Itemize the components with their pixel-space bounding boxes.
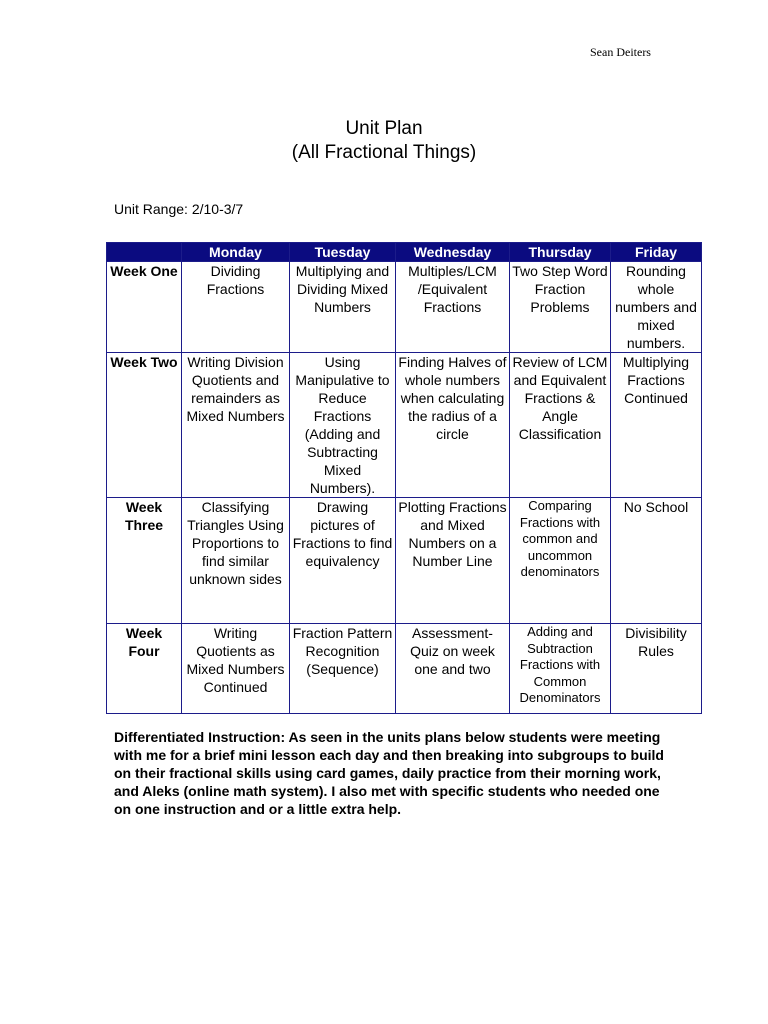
table-cell: No School bbox=[611, 498, 702, 624]
unit-plan-table bbox=[106, 242, 702, 714]
table-cell: Using Manipulative to Reduce Fractions (Adding and Subtracting Mixed Numbers). bbox=[290, 353, 396, 498]
header-tuesday: Tuesday bbox=[290, 243, 396, 262]
week-label: Week One bbox=[107, 262, 182, 353]
page-title: Unit Plan bbox=[345, 118, 423, 139]
author-name: Sean Deiters bbox=[590, 45, 651, 59]
table-cell: Dividing Fractions bbox=[182, 262, 290, 353]
header-corner-cell bbox=[107, 243, 182, 262]
table-cell: Plotting Fractions and Mixed Numbers on a Number Line bbox=[396, 498, 510, 624]
table-cell: Writing Division Quotients and remainders as Mixed Numbers bbox=[182, 353, 290, 498]
table-cell: Adding and Subtraction Fractions with Common Denominators bbox=[510, 624, 611, 714]
table-cell: Finding Halves of whole numbers when calculating the radius of a circle bbox=[396, 353, 510, 498]
table-cell: Classifying Triangles Using Proportions to find similar unknown sides bbox=[182, 498, 290, 624]
header-wednesday: Wednesday bbox=[396, 243, 510, 262]
table-cell: Comparing Fractions with common and uncommon denominators bbox=[510, 498, 611, 624]
table-cell: Divisibility Rules bbox=[611, 624, 702, 714]
table-cell: Rounding whole numbers and mixed numbers. bbox=[611, 262, 702, 353]
table-cell: Drawing pictures of Fractions to find equivalency bbox=[290, 498, 396, 624]
table-header-row bbox=[107, 243, 702, 262]
week-label: Week Two bbox=[107, 353, 182, 498]
unit-range: Unit Range: 2/10-3/7 bbox=[114, 201, 244, 217]
table-row bbox=[107, 498, 702, 624]
table-cell: Review of LCM and Equivalent Fractions & Angle Classification bbox=[510, 353, 611, 498]
table-cell: Multiples/LCM /Equivalent Fractions bbox=[396, 262, 510, 353]
table-row bbox=[107, 353, 702, 498]
table-cell: Assessment-Quiz on week one and two bbox=[396, 624, 510, 714]
header-friday: Friday bbox=[611, 243, 702, 262]
header-monday: Monday bbox=[182, 243, 290, 262]
table-row bbox=[107, 624, 702, 714]
table-row bbox=[107, 262, 702, 353]
table-cell: Multiplying Fractions Continued bbox=[611, 353, 702, 498]
title-block bbox=[0, 117, 768, 165]
table-cell: Two Step Word Fraction Problems bbox=[510, 262, 611, 353]
table-cell: Writing Quotients as Mixed Numbers Continued bbox=[182, 624, 290, 714]
table-cell: Fraction Pattern Recognition (Sequence) bbox=[290, 624, 396, 714]
table-cell: Multiplying and Dividing Mixed Numbers bbox=[290, 262, 396, 353]
week-label: Week Four bbox=[107, 624, 182, 714]
page-subtitle: (All Fractional Things) bbox=[291, 142, 477, 163]
header-thursday: Thursday bbox=[510, 243, 611, 262]
differentiated-instruction-paragraph: Differentiated Instruction: As seen in the units plans below students were meeting with me for a brief mini lesson each day and then breaking into subgroups to build on their fractional skills using card games, daily practice from their morning work, and Aleks (online math system). I also met with specific students who needed one on one instruction and or a little extra help. bbox=[114, 729, 664, 817]
week-label: Week Three bbox=[107, 498, 182, 624]
